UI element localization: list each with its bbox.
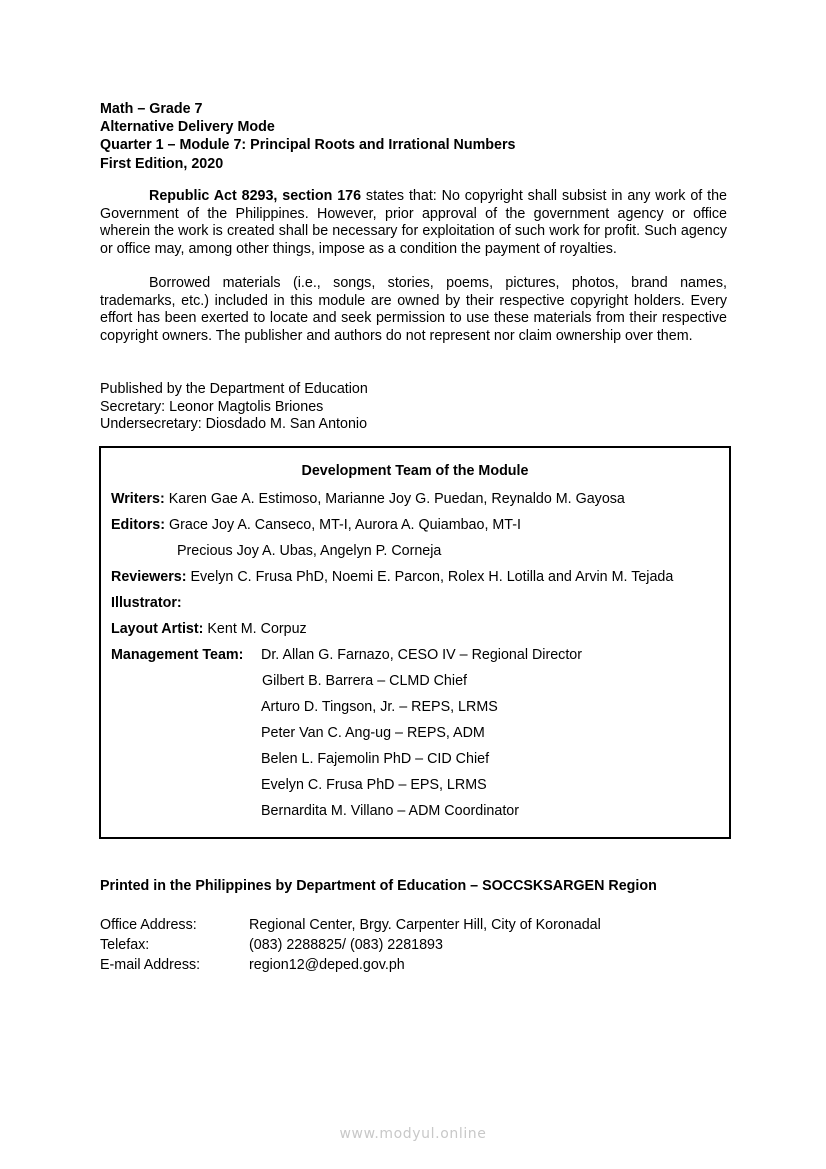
office-address-row bbox=[100, 915, 601, 935]
published-by: Published by the Department of Education bbox=[100, 381, 368, 397]
telefax: (083) 2288825/ (083) 2281893 bbox=[249, 937, 443, 953]
management-member: Gilbert B. Barrera – CLMD Chief bbox=[262, 673, 467, 689]
undersecretary: Undersecretary: Diosdado M. San Antonio bbox=[100, 416, 368, 433]
illustrator-row bbox=[111, 595, 182, 611]
email-label: E-mail Address: bbox=[100, 957, 201, 973]
management-member: Bernardita M. Villano – ADM Coordinator bbox=[261, 803, 519, 819]
editors-row bbox=[111, 517, 521, 533]
contact-info bbox=[100, 915, 601, 975]
office-address: Regional Center, Brgy. Carpenter Hill, City of Koronadal bbox=[249, 917, 601, 933]
edition: First Edition, 2020 bbox=[100, 155, 224, 172]
layout-artist-label: Layout Artist: bbox=[111, 621, 204, 637]
reviewers-label: Reviewers: bbox=[111, 569, 187, 585]
borrowed-materials-notice bbox=[100, 275, 727, 345]
borrowed-text: Borrowed materials (i.e., songs, stories, poems, pictures, photos, brand names, trademarks, etc.) included in this module are owned by their respective copyright holders. Every effort has been exerted to locate and seek permission to use these materials from their respective copyright owners. The publisher and authors do not represent nor claim ownership over them. bbox=[100, 275, 727, 344]
management-member: Evelyn C. Frusa PhD – EPS, LRMS bbox=[261, 777, 487, 793]
editors-label: Editors: bbox=[111, 517, 166, 533]
module-title: Quarter 1 – Module 7: Principal Roots and Irrational Numbers bbox=[100, 137, 516, 154]
telefax-label: Telefax: bbox=[100, 937, 150, 953]
management-label-text: Management Team: bbox=[111, 647, 244, 663]
law-reference: Republic Act 8293, section 176 bbox=[149, 188, 362, 204]
management-member: Peter Van C. Ang-ug – REPS, ADM bbox=[261, 725, 485, 741]
telefax-row bbox=[100, 935, 601, 955]
copyright-notice bbox=[100, 188, 727, 258]
publisher-info bbox=[100, 381, 368, 434]
writers-row bbox=[111, 491, 625, 507]
management-member: Belen L. Fajemolin PhD – CID Chief bbox=[261, 751, 490, 767]
development-team-box bbox=[99, 446, 731, 839]
email-row bbox=[100, 955, 601, 975]
email-address: region12@deped.gov.ph bbox=[249, 957, 405, 973]
illustrator-label: Illustrator: bbox=[111, 595, 182, 611]
watermark: www.modyul.online bbox=[339, 1126, 487, 1142]
management-member: Arturo D. Tingson, Jr. – REPS, LRMS bbox=[261, 699, 498, 715]
printed-by: Printed in the Philippines by Department of Education – SOCCSKSARGEN Region bbox=[100, 878, 657, 894]
module-header bbox=[100, 100, 516, 173]
delivery-mode: Alternative Delivery Mode bbox=[100, 119, 275, 136]
secretary: Secretary: Leonor Magtolis Briones bbox=[100, 398, 324, 415]
office-address-label: Office Address: bbox=[100, 917, 197, 933]
writers-label: Writers: bbox=[111, 491, 165, 507]
layout-artist-row bbox=[111, 621, 307, 637]
management-label bbox=[111, 647, 243, 663]
reviewers-names: Evelyn C. Frusa PhD, Noemi E. Parcon, Rolex H. Lotilla and Arvin M. Tejada bbox=[186, 569, 674, 585]
subject-grade: Math – Grade 7 bbox=[100, 101, 203, 117]
team-title: Development Team of the Module bbox=[301, 463, 529, 479]
writers-names: Karen Gae A. Estimoso, Marianne Joy G. Puedan, Reynaldo M. Gayosa bbox=[164, 491, 625, 507]
editors-names: Grace Joy A. Canseco, MT-I, Aurora A. Quiambao, MT-I bbox=[165, 517, 521, 533]
layout-artist-name: Kent M. Corpuz bbox=[203, 621, 307, 637]
editors-row-2: Precious Joy A. Ubas, Angelyn P. Corneja bbox=[177, 543, 442, 559]
management-member: Dr. Allan G. Farnazo, CESO IV – Regional Director bbox=[261, 647, 583, 663]
law-text: states that: No copyright shall subsist in any work of the Government of the Philippines. However, prior approval of the government agency or office wherein the work is created shall be necessary for exploitation of such work for profit. Such agency or office may, among other things, impose as a condition the payment of royalties. bbox=[100, 188, 727, 257]
reviewers-row bbox=[111, 569, 673, 585]
